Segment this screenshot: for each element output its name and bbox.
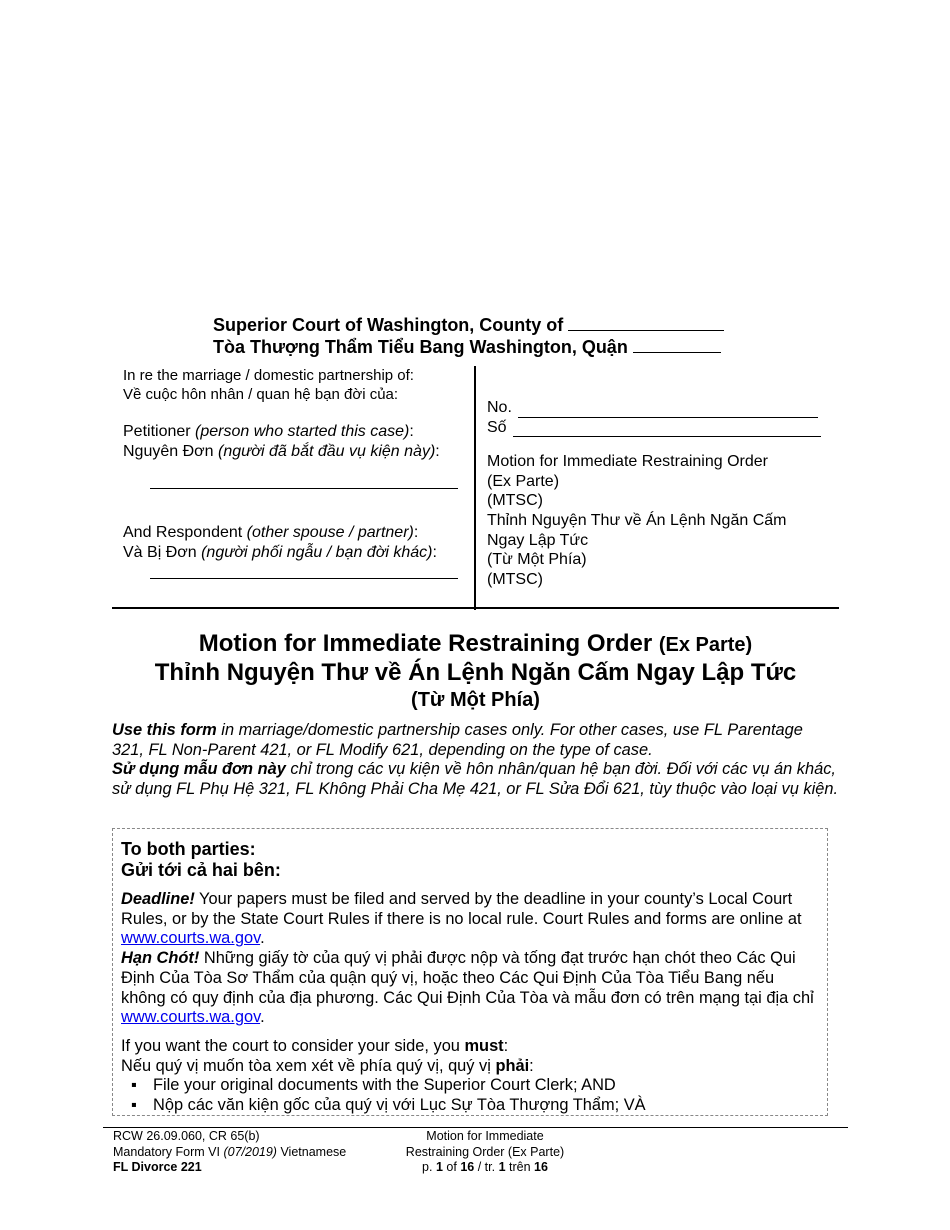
caption-case-info: [487, 398, 827, 589]
document-subtitle-vi: (Từ Một Phía): [411, 689, 540, 711]
notice-heading-en: To both parties:: [121, 839, 256, 859]
caption-title: Motion for Immediate Restraining Order (Ex Parte) (MTSC) Thỉnh Nguyện Thư về Án Lệnh Ngăn Cấm Ngay Lập Tức (Từ Một Phía) (MTSC): [487, 453, 787, 588]
footer-form-id: FL Divorce 221: [113, 1160, 202, 1174]
caption-divider: [474, 366, 476, 610]
county-blank[interactable]: [568, 316, 724, 331]
respondent-name-line[interactable]: [150, 578, 458, 579]
county-blank-vi[interactable]: [633, 338, 721, 353]
caption-bottom-rule: [112, 607, 839, 609]
respondent-label-vi: Và Bị Đơn (người phối ngẫu / bạn đời khác):: [123, 544, 437, 561]
case-number-label-vi: Số: [487, 418, 507, 436]
court-line-vi: Tòa Thượng Thẩm Tiểu Bang Washington, Quận: [213, 336, 724, 358]
caption-parties: [123, 366, 468, 563]
consider-vi: Nếu quý vị muốn tòa xem xét về phía quý vị, quý vị phải:: [121, 1056, 534, 1075]
page-number: p. 1 of 16 / tr. 1 trên 16: [422, 1160, 548, 1174]
case-number-field-vi[interactable]: [513, 422, 821, 437]
deadline-en: Deadline! Your papers must be filed and served by the deadline in your county’s Local Court Rules, or by the State Court Rules if there is no local rule. Court Rules and forms are online at www.courts.wa.gov.: [121, 890, 802, 948]
notice-heading-vi: Gửi tới cả hai bên:: [121, 860, 281, 880]
case-number-label: No.: [487, 399, 512, 416]
in-re-en: In re the marriage / domestic partnership of:: [123, 367, 414, 384]
case-number-row: [487, 398, 827, 418]
footer-form-info: [113, 1129, 346, 1176]
document-title-vi: Thỉnh Nguyện Thư về Án Lệnh Ngăn Cấm Ngay Lập Tức: [154, 659, 797, 686]
courts-link[interactable]: www.courts.wa.gov: [121, 929, 261, 948]
court-header: [213, 314, 724, 358]
petitioner-label-vi: Nguyên Đơn (người đã bắt đầu vụ kiện này):: [123, 443, 440, 460]
respondent-label-en: And Respondent (other spouse / partner):: [123, 524, 419, 541]
court-line-en: Superior Court of Washington, County of: [213, 314, 724, 336]
footer-mandatory: Mandatory Form VI (07/2019) Vietnamese: [113, 1144, 347, 1159]
footer-title: Motion for Immediate Restraining Order (Ex Parte) p. 1 of 16 / tr. 1 trên 16: [370, 1129, 600, 1176]
footer-rule: [103, 1127, 848, 1128]
list-item: ▪ Nộp các văn kiện gốc của quý vị với Lục Sự Tòa Thượng Thẩm; VÀ: [121, 1096, 821, 1116]
usage-vi: Sử dụng mẫu đơn này chỉ trong các vụ kiện về hôn nhân/quan hệ bạn đời. Đối với các vụ án khác, sử dụng FL Phụ Hệ 321, FL Không Phải Cha Mẹ 421, or FL Sửa Đổi 621, tùy thuộc vào loại vụ kiện.: [112, 760, 839, 799]
usage-en: Use this form in marriage/domestic partnership cases only. For other cases, use FL Parentage 321, FL Non-Parent 421, or FL Modify 621, depending on the type of case.: [112, 721, 803, 759]
petitioner-name-line[interactable]: [150, 488, 458, 489]
deadline-vi: Hạn Chót! Những giấy tờ của quý vị phải được nộp và tống đạt trước hạn chót theo Các Qui Định Của Tòa Sơ Thẩm của quận quý vị, hoặc theo Các Qui Định Của Tòa Tiểu Bang nếu không có quy định của địa phương. Các Qui Định Của Tòa và mẫu đơn có trên mạng tại địa chỉ www.courts.wa.gov.: [121, 949, 814, 1027]
notice-box: [112, 828, 828, 1116]
document-title-en: Motion for Immediate Restraining Order (Ex Parte): [198, 630, 753, 657]
usage-instructions: [112, 721, 839, 800]
requirements-list: [121, 1076, 821, 1115]
in-re-vi: Về cuộc hôn nhân / quan hệ bạn đời của:: [123, 386, 399, 403]
case-number-field[interactable]: [518, 403, 818, 418]
case-number-row-vi: [487, 418, 827, 438]
footer-rcw: RCW 26.09.060, CR 65(b): [113, 1129, 260, 1143]
petitioner-label-en: Petitioner (person who started this case):: [123, 423, 414, 440]
courts-link-vi[interactable]: www.courts.wa.gov: [121, 1008, 261, 1027]
list-item: ▪ File your original documents with the Superior Court Clerk; AND: [121, 1076, 821, 1096]
consider-en: If you want the court to consider your side, you must:: [121, 1036, 509, 1055]
notice-content: [121, 839, 821, 1116]
